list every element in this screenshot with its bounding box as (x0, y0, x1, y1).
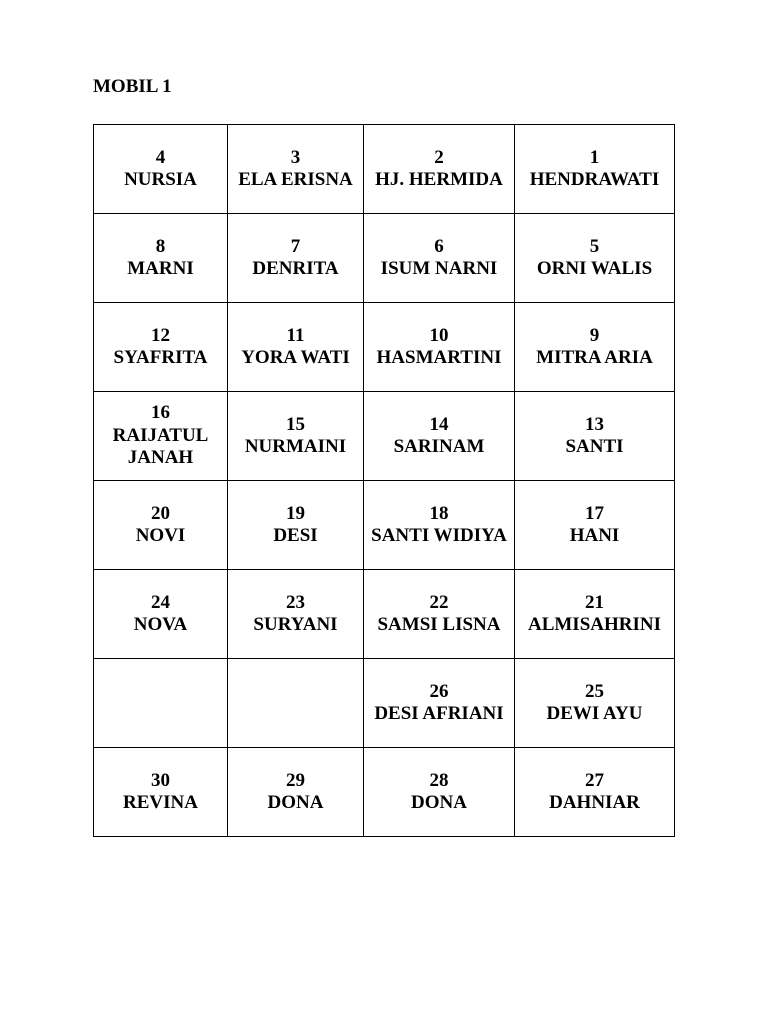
seat-number: 20 (151, 502, 170, 524)
passenger-name: ORNI WALIS (536, 258, 653, 279)
seat-cell (515, 214, 675, 303)
seat-number: 27 (585, 769, 604, 791)
seat-number: 24 (151, 591, 170, 613)
passenger-name: SYAFRITA (113, 347, 208, 368)
passenger-name: DENRITA (252, 258, 339, 279)
seat-number: 5 (589, 235, 600, 257)
passenger-name: HENDRAWATI (529, 169, 660, 190)
seat-cell (94, 481, 228, 570)
passenger-name: MITRA ARIA (536, 347, 653, 368)
table-row (94, 303, 675, 392)
seat-cell (364, 214, 515, 303)
passenger-name: DONA (267, 792, 324, 813)
seat-cell (228, 748, 364, 837)
table-row (94, 659, 675, 748)
empty-seat-cell (228, 659, 364, 748)
table-row (94, 214, 675, 303)
passenger-name: SANTI WIDIYA (371, 525, 507, 546)
seat-cell (228, 125, 364, 214)
seat-cell (515, 125, 675, 214)
seat-number: 17 (585, 502, 604, 524)
passenger-name: NOVI (135, 525, 186, 546)
seat-number: 30 (151, 769, 170, 791)
passenger-name: HANI (569, 525, 620, 546)
seat-number: 29 (286, 769, 305, 791)
seat-number: 15 (286, 413, 305, 435)
seat-number: 13 (585, 413, 604, 435)
seat-cell (94, 570, 228, 659)
empty-seat-cell (94, 659, 228, 748)
seat-cell (94, 748, 228, 837)
seat-number: 19 (286, 502, 305, 524)
passenger-name: DONA (411, 792, 467, 813)
seating-table (93, 124, 675, 837)
seat-number: 21 (585, 591, 604, 613)
table-row (94, 570, 675, 659)
seat-number: 12 (151, 324, 170, 346)
seat-cell (94, 214, 228, 303)
seat-cell (228, 303, 364, 392)
table-row (94, 481, 675, 570)
passenger-name: RAIJATUL JANAH (112, 424, 209, 469)
seat-number: 6 (434, 235, 444, 257)
passenger-name: SANTI (565, 436, 624, 457)
passenger-name: NOVA (133, 614, 188, 635)
passenger-name: DESI AFRIANI (374, 703, 504, 724)
seat-cell (515, 748, 675, 837)
seat-cell (94, 303, 228, 392)
passenger-name: REVINA (123, 792, 198, 813)
passenger-name: ALMISAHRINI (527, 614, 662, 635)
passenger-name: DEWI AYU (546, 703, 643, 724)
passenger-name: ISUM NARNI (380, 258, 498, 279)
seat-number: 1 (589, 146, 600, 168)
seat-cell (515, 481, 675, 570)
passenger-name: SARINAM (393, 436, 485, 457)
table-row (94, 392, 675, 481)
passenger-name: DESI (273, 525, 318, 546)
seat-number: 26 (429, 680, 449, 702)
passenger-name: HJ. HERMIDA (375, 169, 503, 190)
passenger-name: SURYANI (253, 614, 338, 635)
passenger-name: SAMSI LISNA (377, 614, 501, 635)
passenger-name: NURSIA (124, 169, 197, 190)
seat-cell (364, 303, 515, 392)
seat-cell (228, 392, 364, 481)
seat-number: 10 (429, 324, 449, 346)
seat-number: 25 (585, 680, 604, 702)
seat-number: 9 (589, 324, 600, 346)
seat-cell (364, 392, 515, 481)
seat-cell (364, 570, 515, 659)
seat-cell (515, 570, 675, 659)
seat-number: 22 (429, 591, 449, 613)
passenger-name: NURMAINI (244, 436, 347, 457)
seat-cell (515, 659, 675, 748)
seat-cell (94, 125, 228, 214)
seat-number: 23 (286, 591, 305, 613)
page-title: MOBIL 1 (93, 76, 172, 97)
seat-number: 11 (286, 324, 305, 346)
seat-number: 3 (290, 146, 301, 168)
seat-number: 7 (290, 235, 301, 257)
seat-cell (94, 392, 228, 481)
passenger-name: DAHNIAR (549, 792, 640, 813)
seat-cell (515, 392, 675, 481)
table-row (94, 125, 675, 214)
seat-cell (364, 659, 515, 748)
seat-cell (364, 748, 515, 837)
passenger-name: YORA WATI (241, 347, 350, 368)
seat-number: 28 (429, 769, 449, 791)
seat-cell (228, 481, 364, 570)
table-row (94, 748, 675, 837)
seat-number: 8 (155, 235, 166, 257)
seat-number: 4 (155, 146, 166, 168)
seat-cell (228, 214, 364, 303)
passenger-name: ELA ERISNA (238, 169, 353, 190)
seat-cell (364, 481, 515, 570)
seat-number: 2 (434, 146, 444, 168)
seat-cell (228, 570, 364, 659)
passenger-name: HASMARTINI (376, 347, 502, 368)
seating-table-body (94, 125, 675, 837)
seat-cell (364, 125, 515, 214)
passenger-name: MARNI (127, 258, 194, 279)
seat-number: 18 (429, 502, 449, 524)
seat-number: 16 (151, 402, 170, 424)
seat-number: 14 (429, 413, 449, 435)
seat-cell (515, 303, 675, 392)
